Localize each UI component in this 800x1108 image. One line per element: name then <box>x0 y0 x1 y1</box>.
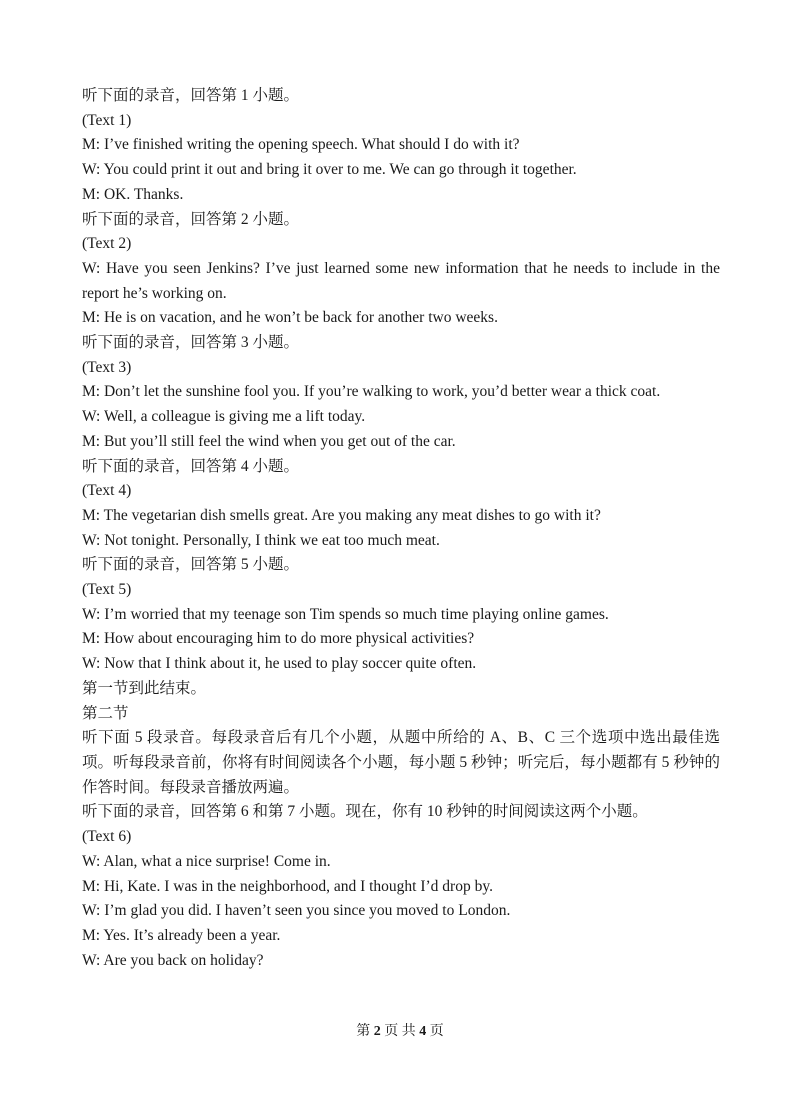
dialogue-line: M: OK. Thanks. <box>82 185 184 203</box>
dialogue-line: W: You could print it out and bring it over to me. We can go through it together. <box>82 161 577 179</box>
footer-middle: 页 共 <box>384 1024 416 1039</box>
text-heading: (Text 1) <box>82 111 132 129</box>
current-page-number: 2 <box>373 1024 381 1039</box>
instruction-line: 听下面的录音，回答第 2 小题。 <box>82 210 300 228</box>
dialogue-line: W: Are you back on holiday? <box>82 951 264 969</box>
total-page-number: 4 <box>419 1024 427 1039</box>
dialogue-line: W: Well, a colleague is giving me a lift today. <box>82 408 366 426</box>
instruction-line: 听下面的录音，回答第 6 和第 7 小题。现在，你有 10 秒钟的时间阅读这两个小题。 <box>82 803 648 821</box>
dialogue-line: W: Not tonight. Personally, I think we eat too much meat. <box>82 531 440 549</box>
dialogue-line: M: He is on vacation, and he won’t be back for another two weeks. <box>82 309 498 327</box>
page-footer <box>0 1020 800 1040</box>
footer-suffix: 页 <box>429 1024 444 1039</box>
text-heading: (Text 2) <box>82 235 132 253</box>
section-end-line: 第一节到此结束。 <box>82 679 207 697</box>
text-heading: (Text 4) <box>82 482 132 500</box>
dialogue-line: W: I’m glad you did. I haven’t seen you since you moved to London. <box>82 902 511 920</box>
section-heading: 第二节 <box>82 704 129 722</box>
instruction-line: 听下面的录音，回答第 3 小题。 <box>82 334 300 352</box>
text-heading: (Text 5) <box>82 581 132 599</box>
dialogue-line: W: I’m worried that my teenage son Tim spends so much time playing online games. <box>82 605 609 623</box>
dialogue-line: W: Now that I think about it, he used to play soccer quite often. <box>82 655 477 673</box>
dialogue-line: M: Yes. It’s already been a year. <box>82 926 281 944</box>
text-heading: (Text 3) <box>82 358 132 376</box>
dialogue-line: M: Don’t let the sunshine fool you. If you’re walking to work, you’d better wear a thick coat. <box>82 383 661 401</box>
dialogue-line: M: I’ve finished writing the opening speech. What should I do with it? <box>82 136 520 154</box>
dialogue-line: M: The vegetarian dish smells great. Are you making any meat dishes to go with it? <box>82 506 601 524</box>
document-body <box>82 84 720 973</box>
instruction-line: 听下面的录音，回答第 4 小题。 <box>82 457 300 475</box>
text-heading: (Text 6) <box>82 828 132 846</box>
dialogue-line: M: How about encouraging him to do more physical activities? <box>82 630 475 648</box>
footer-prefix: 第 <box>356 1024 371 1039</box>
dialogue-line: M: Hi, Kate. I was in the neighborhood, and I thought I’d drop by. <box>82 877 493 895</box>
instruction-line: 听下面的录音，回答第 1 小题。 <box>82 87 300 104</box>
section-instructions: 听下面 5 段录音。每段录音后有几个小题，从题中所给的 A、B、C 三个选项中选出最佳选项。听每段录音前，你将有时间阅读各个小题，每小题 5 秒钟；听完后，每小题都有 5 秒钟的作答时间。每段录音播放两遍。 <box>82 729 720 796</box>
instruction-line: 听下面的录音，回答第 5 小题。 <box>82 556 300 574</box>
dialogue-line: M: But you’ll still feel the wind when you get out of the car. <box>82 432 456 450</box>
dialogue-line: W: Alan, what a nice surprise! Come in. <box>82 852 331 870</box>
dialogue-line: W: Have you seen Jenkins? I’ve just learned some new information that he needs to include in the report he’s working on. <box>82 259 720 302</box>
